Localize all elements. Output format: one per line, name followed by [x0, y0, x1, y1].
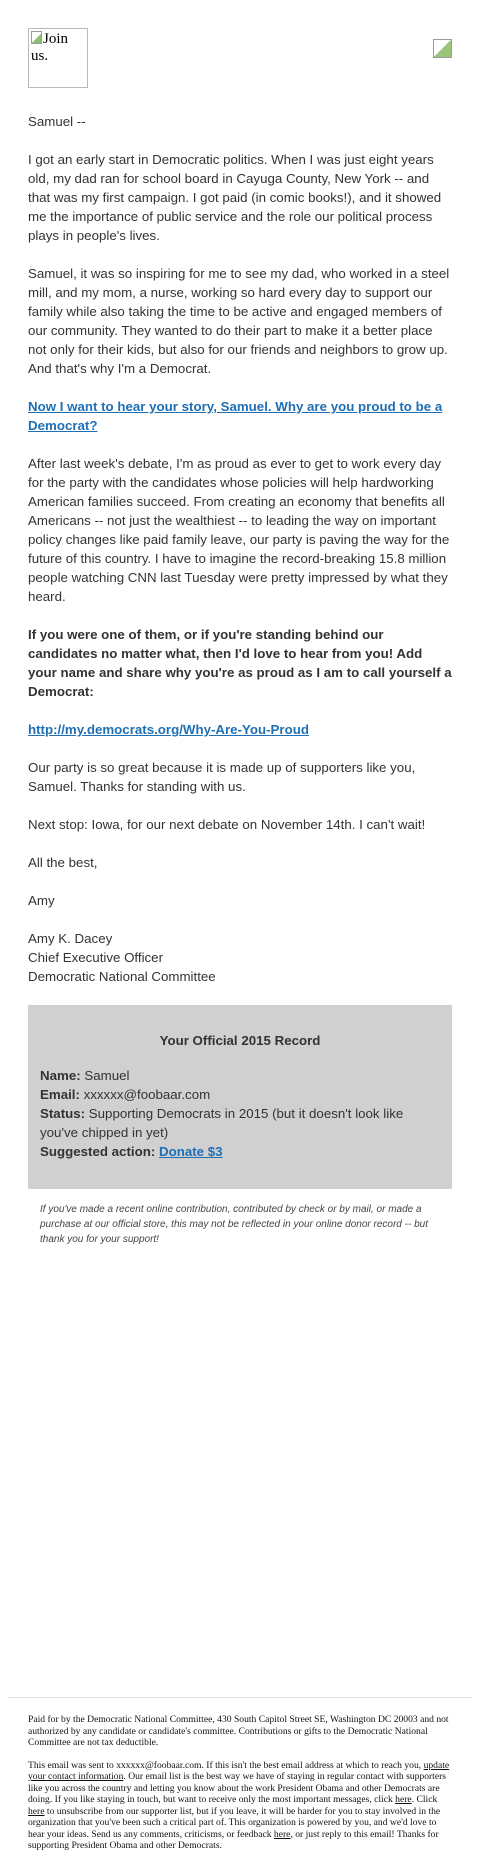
- logo-alt-text: Join us.: [31, 31, 69, 64]
- email-body: [28, 112, 452, 986]
- record-title: Your Official 2015 Record: [159, 1033, 321, 1048]
- url-link-paragraph: [28, 720, 452, 739]
- share-story-link[interactable]: Now I want to hear your story, Samuel. Why are you proud to be a Democrat?: [28, 399, 443, 433]
- record-action-label: Suggested action:: [40, 1144, 156, 1159]
- paragraph-inspiring: Samuel, it was so inspiring for me to see my dad, who worked in a steel mill, and my mom, a nurse, working so hard every day to support our family while also taking the time to be active and engaged members of our community. They wanted to do their part to make it a better place not only for their kids, but also for our friends and neighbors to grow up. And that's why I'm a Democrat.: [28, 266, 450, 376]
- paragraph-call-to-action: If you were one of them, or if you're standing behind our candidates no matter what, then I'd love to hear from you! Add your name and share why you're as proud as I am to call yourself a Democrat:: [28, 627, 452, 699]
- feedback-link[interactable]: here: [273, 1828, 291, 1840]
- record-name-label: Name:: [40, 1068, 81, 1083]
- join-us-logo-image: [28, 28, 88, 88]
- record-email-value: xxxxxx@foobaar.com: [83, 1087, 211, 1102]
- unsubscribe-link[interactable]: here: [28, 1805, 45, 1817]
- record-name-row: [40, 1066, 440, 1085]
- footer-text: to unsubscribe from our supporter list, but if you leave, it will be harder for you to stay involved in the organization that you've been such a critical part of. This organization is powered by you, and we'd love to hear your ideas. Send us any comments, criticisms, or feedback: [28, 1805, 441, 1840]
- donate-link[interactable]: Donate $3: [158, 1144, 223, 1159]
- paragraph-early-start: I got an early start in Democratic politics. When I was just eight years old, my dad ran for school board in Cayuga County, New York -- and that was my first campaign. I got paid (in comic books!), and it showed me the importance of public service and the role our political process plays in people's lives.: [28, 152, 442, 243]
- record-email-label: Email:: [40, 1087, 80, 1102]
- signature-org: Democratic National Committee: [28, 969, 216, 984]
- donor-record-note: If you've made a recent online contribution, contributed by check or by mail, or made a purchase at our official store, this may not be reflected in your online donor record -- but thank you for your support!: [40, 1204, 428, 1245]
- record-status-row: [40, 1104, 440, 1142]
- why-are-you-proud-link[interactable]: http://my.democrats.org/Why-Are-You-Proud: [28, 722, 309, 737]
- footer-text: , or just reply to this email! Thanks for supporting President Obama and other Democrats.: [28, 1828, 439, 1851]
- record-email-row: [40, 1085, 440, 1104]
- signoff: Amy: [28, 893, 55, 908]
- broken-image-icon: [31, 31, 42, 44]
- paragraph-supporters: Our party is so great because it is made up of supporters like you, Samuel. Thanks for standing with us.: [28, 760, 416, 794]
- footer-text: . Our email list is the best way we have of staying in regular contact with supporters like you across the country and letting you know about the work President Obama and other Democrats are doing. If you like staying in touch, but want to receive only the most important messages, click: [28, 1771, 447, 1805]
- paid-for-disclaimer: Paid for by the Democratic National Committee, 430 South Capitol Street SE, Washington DC 20003 and not authorized by any candidate or candidate's committee. Contributions or gifts to the Democratic National Committee are not tax deductible.: [28, 1714, 449, 1748]
- important-messages-link[interactable]: here: [395, 1794, 412, 1805]
- paragraph-next-stop: Next stop: Iowa, for our next debate on November 14th. I can't wait!: [28, 817, 426, 832]
- closing: All the best,: [28, 855, 98, 870]
- footer-text: This email was sent to xxxxxx@foobaar.com. If this isn't the best email address at which to reach you,: [28, 1759, 422, 1771]
- footer: [28, 1714, 452, 1863]
- update-contact-link[interactable]: update your contact information: [28, 1759, 450, 1782]
- greeting: Samuel --: [28, 114, 86, 129]
- story-link-paragraph: [28, 397, 452, 435]
- record-action-row: [40, 1142, 440, 1161]
- record-status-value: Supporting Democrats in 2015 (but it doesn't look like you've chipped in yet): [40, 1106, 404, 1140]
- signature-name: Amy K. Dacey: [28, 931, 113, 946]
- footer-divider: [8, 1697, 472, 1698]
- signature-block: [28, 929, 452, 986]
- record-name-value: Samuel: [84, 1068, 130, 1083]
- broken-image-icon: [433, 39, 452, 58]
- signature-title: Chief Executive Officer: [28, 950, 163, 965]
- footer-text: . Click: [411, 1794, 438, 1805]
- record-status-label: Status:: [40, 1106, 86, 1121]
- paragraph-debate: After last week's debate, I'm as proud as ever to get to work every day for the party with the candidates whose policies will help hardworking American families succeed. From creating an economy that benefits all Americans -- not just the wealthiest -- to leading the way on important policy changes like paid family leave, our party is paving the way for the future of this country. I have to imagine the record-breaking 15.8 million people watching CNN last Tuesday were pretty impressed by what they heard.: [28, 456, 450, 604]
- footer-subscription-text: [28, 1760, 452, 1852]
- official-record-box: [28, 1005, 452, 1189]
